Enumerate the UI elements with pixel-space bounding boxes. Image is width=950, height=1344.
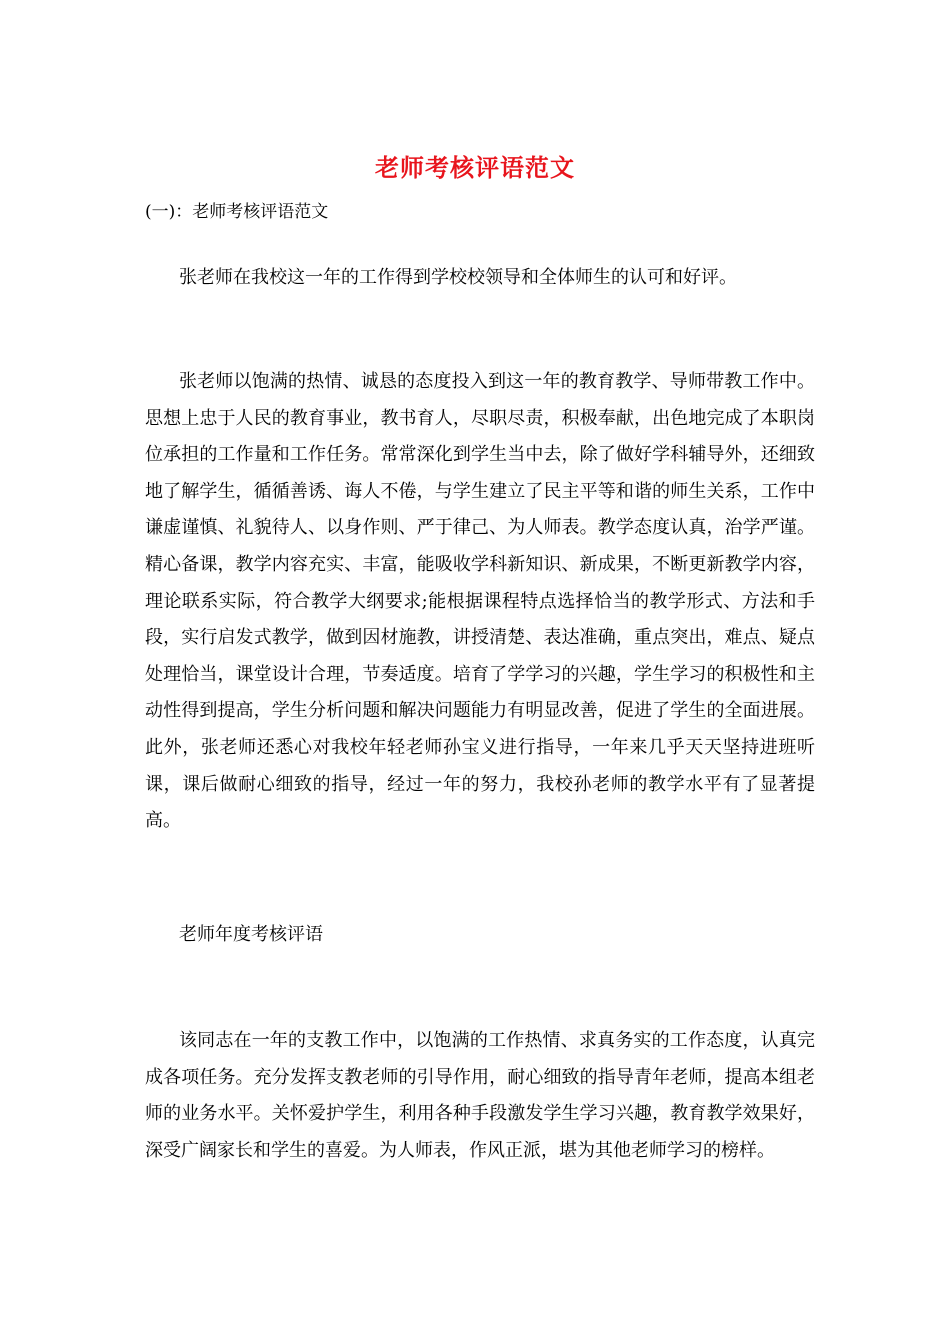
section-heading: (一)：老师考核评语范文	[145, 202, 329, 222]
paragraph-annual-review: 该同志在一年的支教工作中，以饱满的工作热情、求真务实的工作态度，认真完成各项任务。充分发挥支教老师的引导作用，耐心细致的指导青年老师，提高本组老师的业务水平。关怀爱护学生，利用各种手段激发学生学习兴趣，教育教学效果好，深受广阔家长和学生的喜爱。为人师表，作风正派，堪为其他老师学习的榜样。	[145, 1030, 815, 1161]
document-title: 老师考核评语范文	[375, 153, 575, 182]
subsection-heading: 老师年度考核评语	[179, 924, 323, 945]
paragraph-evaluation: 张老师以饱满的热情、诚恳的态度投入到这一年的教育教学、导师带教工作中。思想上忠于人民的教育事业，教书育人，尽职尽责，积极奉献，出色地完成了本职岗位承担的工作量和工作任务。常常深化到学生当中去，除了做好学科辅导外，还细致地了解学生，循循善诱、诲人不倦，与学生建立了民主平等和谐的师生关系，工作中谦虚谨慎、礼貌待人、以身作则、严于律己、为人师表。教学态度认真，治学严谨。精心备课，教学内容充实、丰富，能吸收学科新知识、新成果，不断更新教学内容，理论联系实际，符合教学大纲要求;能根据课程特点选择恰当的教学形式、方法和手段，实行启发式教学，做到因材施教，讲授清楚、表达准确，重点突出，难点、疑点处理恰当，课堂设计合理，节奏适度。培育了学学习的兴趣，学生学习的积极性和主动性得到提高，学生分析问题和解决问题能力有明显改善，促进了学生的全面进展。此外，张老师还悉心对我校年轻老师孙宝义进行指导，一年来几乎天天坚持进班听课，课后做耐心细致的指导，经过一年的努力，我校孙老师的教学水平有了显著提高。	[145, 371, 815, 832]
paragraph-intro: 张老师在我校这一年的工作得到学校校领导和全体师生的认可和好评。	[179, 267, 737, 288]
